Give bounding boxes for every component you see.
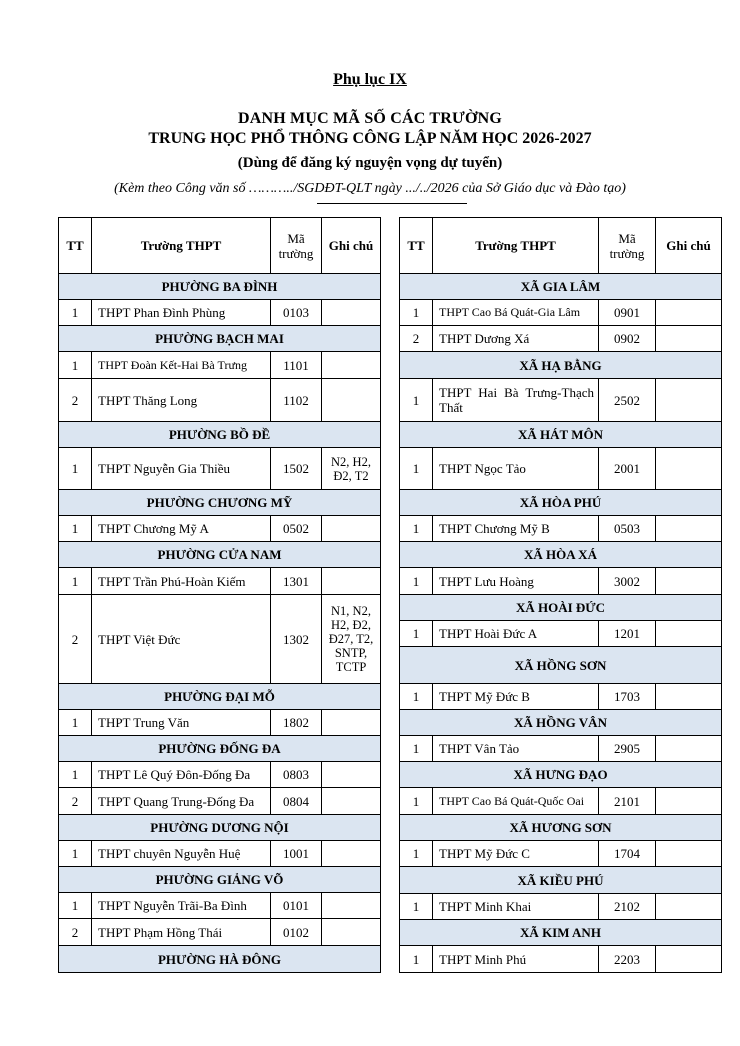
- school-name: THPT Nguyễn Trãi-Ba Đình: [92, 893, 271, 919]
- row-number: 1: [400, 568, 433, 595]
- section-row: [59, 946, 381, 973]
- school-code: 1101: [271, 352, 322, 379]
- row-number: 1: [400, 300, 433, 326]
- school-code: 1302: [271, 595, 322, 684]
- row-number: 1: [400, 448, 433, 490]
- section-row: [59, 542, 381, 568]
- table-row: [59, 352, 381, 379]
- section-row: [400, 542, 722, 568]
- row-number: 1: [59, 448, 92, 490]
- school-name: THPT Chương Mỹ B: [433, 516, 599, 542]
- table-row: [59, 841, 381, 867]
- table-row: [400, 684, 722, 710]
- table-row: [400, 379, 722, 422]
- school-name: THPT Nguyễn Gia Thiều: [92, 448, 271, 490]
- row-note: [322, 762, 381, 788]
- table-row: [59, 300, 381, 326]
- row-number: 1: [59, 762, 92, 788]
- section-label: PHƯỜNG CỬA NAM: [59, 542, 381, 568]
- row-note: [322, 568, 381, 595]
- school-code: 1802: [271, 710, 322, 736]
- right-school-table: [399, 217, 722, 973]
- table-row: [59, 379, 381, 422]
- row-number: 1: [59, 568, 92, 595]
- school-name: THPT Vân Tảo: [433, 736, 599, 762]
- row-number: 1: [400, 841, 433, 867]
- row-number: 2: [59, 379, 92, 422]
- row-note: N1, N2, H2, Đ2, Đ27, T2, SNTP, TCTP: [322, 595, 381, 684]
- table-row: [59, 788, 381, 815]
- section-row: [400, 595, 722, 621]
- row-note: [322, 841, 381, 867]
- school-name: THPT Lưu Hoàng: [433, 568, 599, 595]
- table-row: [400, 788, 722, 815]
- row-note: [656, 621, 722, 647]
- table-header-row: [400, 218, 722, 274]
- table-row: [59, 762, 381, 788]
- row-number: 1: [400, 684, 433, 710]
- table-row: [400, 841, 722, 867]
- school-name: THPT Mỹ Đức B: [433, 684, 599, 710]
- row-note: [656, 946, 722, 973]
- school-code: 3002: [599, 568, 656, 595]
- column-header-note: Ghi chú: [656, 218, 722, 274]
- row-number: 1: [59, 352, 92, 379]
- table-row: [59, 448, 381, 490]
- school-code: 1704: [599, 841, 656, 867]
- document-title-line2: TRUNG HỌC PHỔ THÔNG CÔNG LẬP NĂM HỌC 2026-2027: [148, 130, 592, 147]
- section-label: PHƯỜNG GIẢNG VÕ: [59, 867, 381, 893]
- section-label: PHƯỜNG BỒ ĐỀ: [59, 422, 381, 448]
- school-code: 0502: [271, 516, 322, 542]
- school-name: THPT Minh Phú: [433, 946, 599, 973]
- school-code: 0804: [271, 788, 322, 815]
- section-label: PHƯỜNG CHƯƠNG MỸ: [59, 490, 381, 516]
- row-number: 1: [400, 946, 433, 973]
- school-name: THPT Quang Trung-Đống Đa: [92, 788, 271, 815]
- row-note: [656, 736, 722, 762]
- school-name: THPT Trần Phú-Hoàn Kiếm: [92, 568, 271, 595]
- row-number: 2: [59, 919, 92, 946]
- section-row: [400, 422, 722, 448]
- table-row: [400, 568, 722, 595]
- school-code: 0101: [271, 893, 322, 919]
- school-name: THPT Việt Đức: [92, 595, 271, 684]
- section-row: [59, 490, 381, 516]
- school-code: 2102: [599, 894, 656, 920]
- section-row: [400, 710, 722, 736]
- school-name: THPT Đoàn Kết-Hai Bà Trưng: [92, 352, 271, 379]
- row-number: 1: [400, 516, 433, 542]
- school-code: 2001: [599, 448, 656, 490]
- section-row: [400, 274, 722, 300]
- row-note: [656, 684, 722, 710]
- table-row: [400, 300, 722, 326]
- section-row: [59, 422, 381, 448]
- school-name: THPT Dương Xá: [433, 326, 599, 352]
- column-header-tt: TT: [59, 218, 92, 274]
- row-number: 1: [59, 893, 92, 919]
- table-row: [59, 595, 381, 684]
- school-name: THPT Chương Mỹ A: [92, 516, 271, 542]
- section-label: PHƯỜNG ĐỐNG ĐA: [59, 736, 381, 762]
- school-name: THPT Minh Khai: [433, 894, 599, 920]
- section-row: [400, 490, 722, 516]
- row-note: [656, 841, 722, 867]
- table-row: [59, 568, 381, 595]
- column-header-tt: TT: [400, 218, 433, 274]
- school-code: 1102: [271, 379, 322, 422]
- row-note: [656, 788, 722, 815]
- section-label: PHƯỜNG ĐẠI MỖ: [59, 684, 381, 710]
- document-title-line1: DANH MỤC MÃ SỐ CÁC TRƯỜNG: [237, 110, 503, 127]
- reference-note: (Kèm theo Công văn số ………../SGDĐT-QLT ngày .../../2026 của Sở Giáo dục và Đào tạo): [114, 181, 626, 196]
- row-note: [322, 893, 381, 919]
- section-label: XÃ HÁT MÔN: [400, 422, 722, 448]
- school-code: 0103: [271, 300, 322, 326]
- school-code: 0803: [271, 762, 322, 788]
- school-code: 1502: [271, 448, 322, 490]
- section-label: PHƯỜNG HÀ ĐÔNG: [59, 946, 381, 973]
- table-row: [59, 516, 381, 542]
- row-note: [656, 300, 722, 326]
- school-name: THPT Cao Bá Quát-Gia Lâm: [433, 300, 599, 326]
- row-number: 1: [59, 300, 92, 326]
- school-code: 1703: [599, 684, 656, 710]
- section-row: [59, 684, 381, 710]
- section-row: [59, 736, 381, 762]
- school-code: 2502: [599, 379, 656, 422]
- section-label: XÃ KIM ANH: [400, 920, 722, 946]
- school-name: THPT Lê Quý Đôn-Đống Đa: [92, 762, 271, 788]
- school-name: THPT Ngọc Tảo: [433, 448, 599, 490]
- table-row: [400, 946, 722, 973]
- row-number: 1: [400, 894, 433, 920]
- section-label: XÃ HOÀI ĐỨC: [400, 595, 722, 621]
- column-header-code: Mã trường: [271, 218, 322, 274]
- row-note: [322, 352, 381, 379]
- school-name: THPT Thăng Long: [92, 379, 271, 422]
- row-number: 1: [59, 516, 92, 542]
- row-number: 2: [59, 788, 92, 815]
- row-note: [322, 710, 381, 736]
- section-row: [59, 326, 381, 352]
- section-label: PHƯỜNG BA ĐÌNH: [59, 274, 381, 300]
- section-label: XÃ GIA LÂM: [400, 274, 722, 300]
- school-name: THPT Phan Đình Phùng: [92, 300, 271, 326]
- section-row: [400, 867, 722, 894]
- section-label: XÃ HÒA XÁ: [400, 542, 722, 568]
- row-number: 1: [400, 736, 433, 762]
- table-row: [400, 736, 722, 762]
- school-name: THPT Hoài Đức A: [433, 621, 599, 647]
- section-row: [400, 920, 722, 946]
- row-note: [656, 379, 722, 422]
- table-row: [400, 448, 722, 490]
- table-row: [400, 621, 722, 647]
- column-header-school: Trường THPT: [433, 218, 599, 274]
- row-number: 1: [59, 841, 92, 867]
- section-label: XÃ KIỀU PHÚ: [400, 867, 722, 894]
- section-row: [59, 867, 381, 893]
- section-label: PHƯỜNG BẠCH MAI: [59, 326, 381, 352]
- section-row: [59, 815, 381, 841]
- row-note: [656, 448, 722, 490]
- row-note: [656, 894, 722, 920]
- table-row: [400, 326, 722, 352]
- row-number: 1: [400, 788, 433, 815]
- school-code: 1201: [599, 621, 656, 647]
- table-row: [400, 516, 722, 542]
- row-note: [656, 326, 722, 352]
- section-row: [400, 815, 722, 841]
- section-label: XÃ HÒA PHÚ: [400, 490, 722, 516]
- school-name: THPT Cao Bá Quát-Quốc Oai: [433, 788, 599, 815]
- school-code: 2203: [599, 946, 656, 973]
- school-code: 0102: [271, 919, 322, 946]
- column-header-school: Trường THPT: [92, 218, 271, 274]
- reference-underline: [317, 203, 467, 204]
- row-note: [322, 788, 381, 815]
- row-number: 1: [400, 621, 433, 647]
- section-row: [400, 352, 722, 379]
- school-code: 1001: [271, 841, 322, 867]
- table-header-row: [59, 218, 381, 274]
- left-school-table: [58, 217, 381, 973]
- section-label: XÃ HƯNG ĐẠO: [400, 762, 722, 788]
- school-code: 2905: [599, 736, 656, 762]
- school-name: THPT chuyên Nguyễn Huệ: [92, 841, 271, 867]
- section-row: [400, 647, 722, 684]
- school-name: THPT Phạm Hồng Thái: [92, 919, 271, 946]
- table-row: [400, 894, 722, 920]
- section-row: [400, 762, 722, 788]
- row-note: N2, H2, Đ2, T2: [322, 448, 381, 490]
- table-row: [59, 893, 381, 919]
- school-code: 2101: [599, 788, 656, 815]
- section-label: XÃ HƯƠNG SƠN: [400, 815, 722, 841]
- row-note: [322, 379, 381, 422]
- school-name: THPT Trung Văn: [92, 710, 271, 736]
- section-label: XÃ HỒNG VÂN: [400, 710, 722, 736]
- row-note: [656, 516, 722, 542]
- school-name: THPT Mỹ Đức C: [433, 841, 599, 867]
- table-row: [59, 710, 381, 736]
- row-note: [656, 568, 722, 595]
- school-code: 0902: [599, 326, 656, 352]
- table-row: [59, 919, 381, 946]
- section-label: PHƯỜNG DƯƠNG NỘI: [59, 815, 381, 841]
- school-code: 0503: [599, 516, 656, 542]
- row-number: 1: [400, 379, 433, 422]
- school-name: THPT Hai Bà Trưng-Thạch Thất: [433, 379, 599, 422]
- document-subtitle: (Dùng để đăng ký nguyện vọng dự tuyển): [237, 155, 503, 171]
- row-note: [322, 516, 381, 542]
- column-header-note: Ghi chú: [322, 218, 381, 274]
- row-number: 2: [59, 595, 92, 684]
- section-row: [59, 274, 381, 300]
- appendix-label: Phụ lục IX: [333, 71, 407, 88]
- section-label: XÃ HẠ BẰNG: [400, 352, 722, 379]
- row-note: [322, 300, 381, 326]
- school-code: 1301: [271, 568, 322, 595]
- row-number: 2: [400, 326, 433, 352]
- section-label: XÃ HỒNG SƠN: [400, 647, 722, 684]
- column-header-code: Mã trường: [599, 218, 656, 274]
- row-note: [322, 919, 381, 946]
- row-number: 1: [59, 710, 92, 736]
- school-code: 0901: [599, 300, 656, 326]
